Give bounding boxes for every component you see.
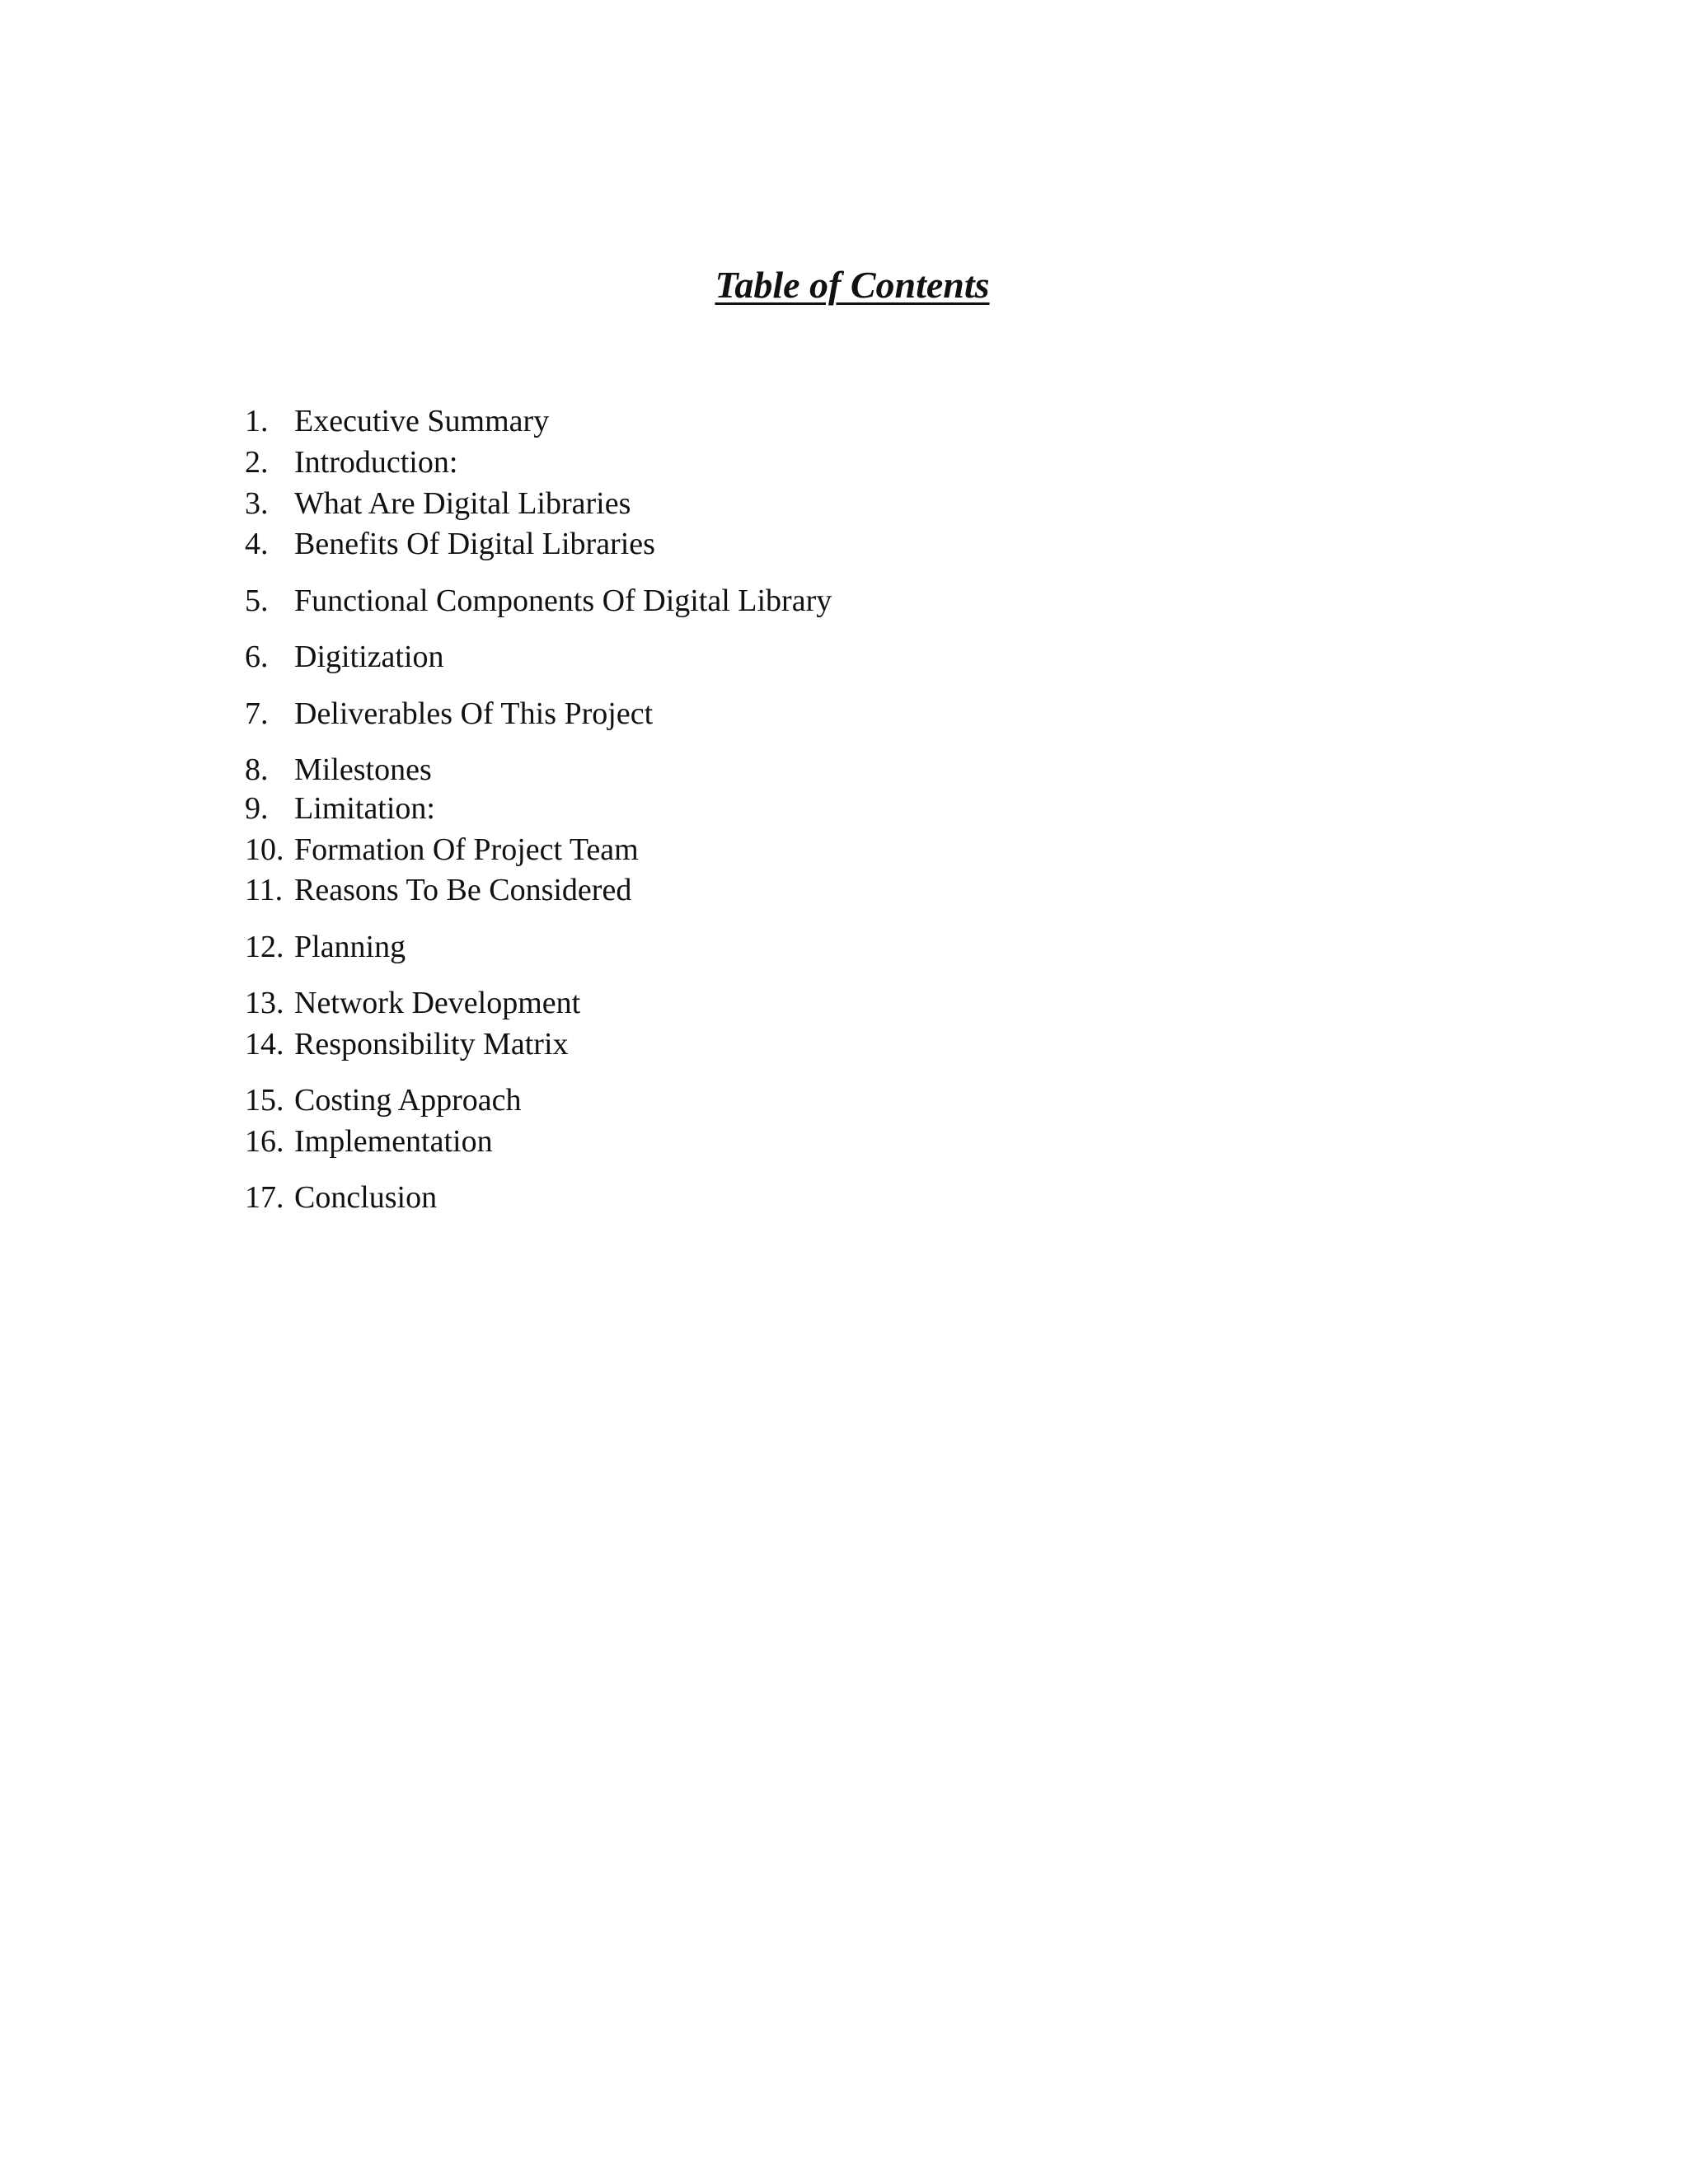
toc-item [245, 1080, 521, 1121]
toc-item-number: 11. [245, 873, 284, 907]
toc-item-number: 2. [245, 445, 269, 480]
toc-item [245, 401, 549, 442]
toc-item-label: Digitization [294, 640, 444, 674]
toc-item-number: 8. [245, 752, 269, 787]
toc-item [245, 982, 580, 1024]
toc-item-label: Milestones [294, 752, 432, 787]
toc-item-number: 10. [245, 832, 284, 867]
toc-item [245, 926, 406, 968]
toc-item-label: Limitation: [294, 791, 435, 826]
toc-item-number: 14. [245, 1027, 284, 1062]
toc-item-label: Costing Approach [294, 1083, 522, 1118]
toc-item [245, 829, 639, 870]
toc-item-number: 4. [245, 527, 269, 561]
toc-item [245, 869, 631, 911]
toc-item-label: Reasons To Be Considered [294, 873, 632, 907]
toc-item-number: 15. [245, 1083, 284, 1118]
page-title: Table of Contents [715, 264, 990, 306]
toc-item-number: 3. [245, 486, 269, 521]
toc-item [245, 523, 655, 565]
toc-item-label: Introduction: [294, 445, 458, 480]
toc-item [245, 693, 653, 734]
toc-item-label: Formation Of Project Team [294, 832, 639, 867]
toc-item-number: 13. [245, 986, 284, 1020]
toc-item [245, 788, 435, 829]
toc-item-number: 12. [245, 930, 284, 964]
toc-item-label: Implementation [294, 1124, 493, 1159]
toc-item-number: 17. [245, 1180, 284, 1215]
toc-item-number: 1. [245, 404, 269, 438]
toc-item-label: What Are Digital Libraries [294, 486, 631, 521]
toc-item-label: Benefits Of Digital Libraries [294, 527, 655, 561]
toc-item-number: 7. [245, 696, 269, 731]
toc-item-label: Responsibility Matrix [294, 1027, 569, 1062]
toc-item-number: 5. [245, 583, 269, 618]
toc-item [245, 442, 457, 483]
toc-item [245, 483, 631, 524]
toc-item-label: Conclusion [294, 1180, 438, 1215]
toc-item-label: Deliverables Of This Project [294, 696, 654, 731]
toc-item-label: Executive Summary [294, 404, 550, 438]
toc-item [245, 1024, 569, 1065]
toc-item [245, 636, 444, 677]
toc-item [245, 580, 832, 621]
toc-item-label: Planning [294, 930, 406, 964]
toc-item-number: 6. [245, 640, 269, 674]
toc-item-number: 16. [245, 1124, 284, 1159]
toc-item [245, 1121, 493, 1162]
toc-item-number: 9. [245, 791, 269, 826]
toc-item [245, 1177, 437, 1218]
toc-item-label: Network Development [294, 986, 581, 1020]
toc-item-label: Functional Components Of Digital Library [294, 583, 832, 618]
toc-item [245, 749, 432, 790]
